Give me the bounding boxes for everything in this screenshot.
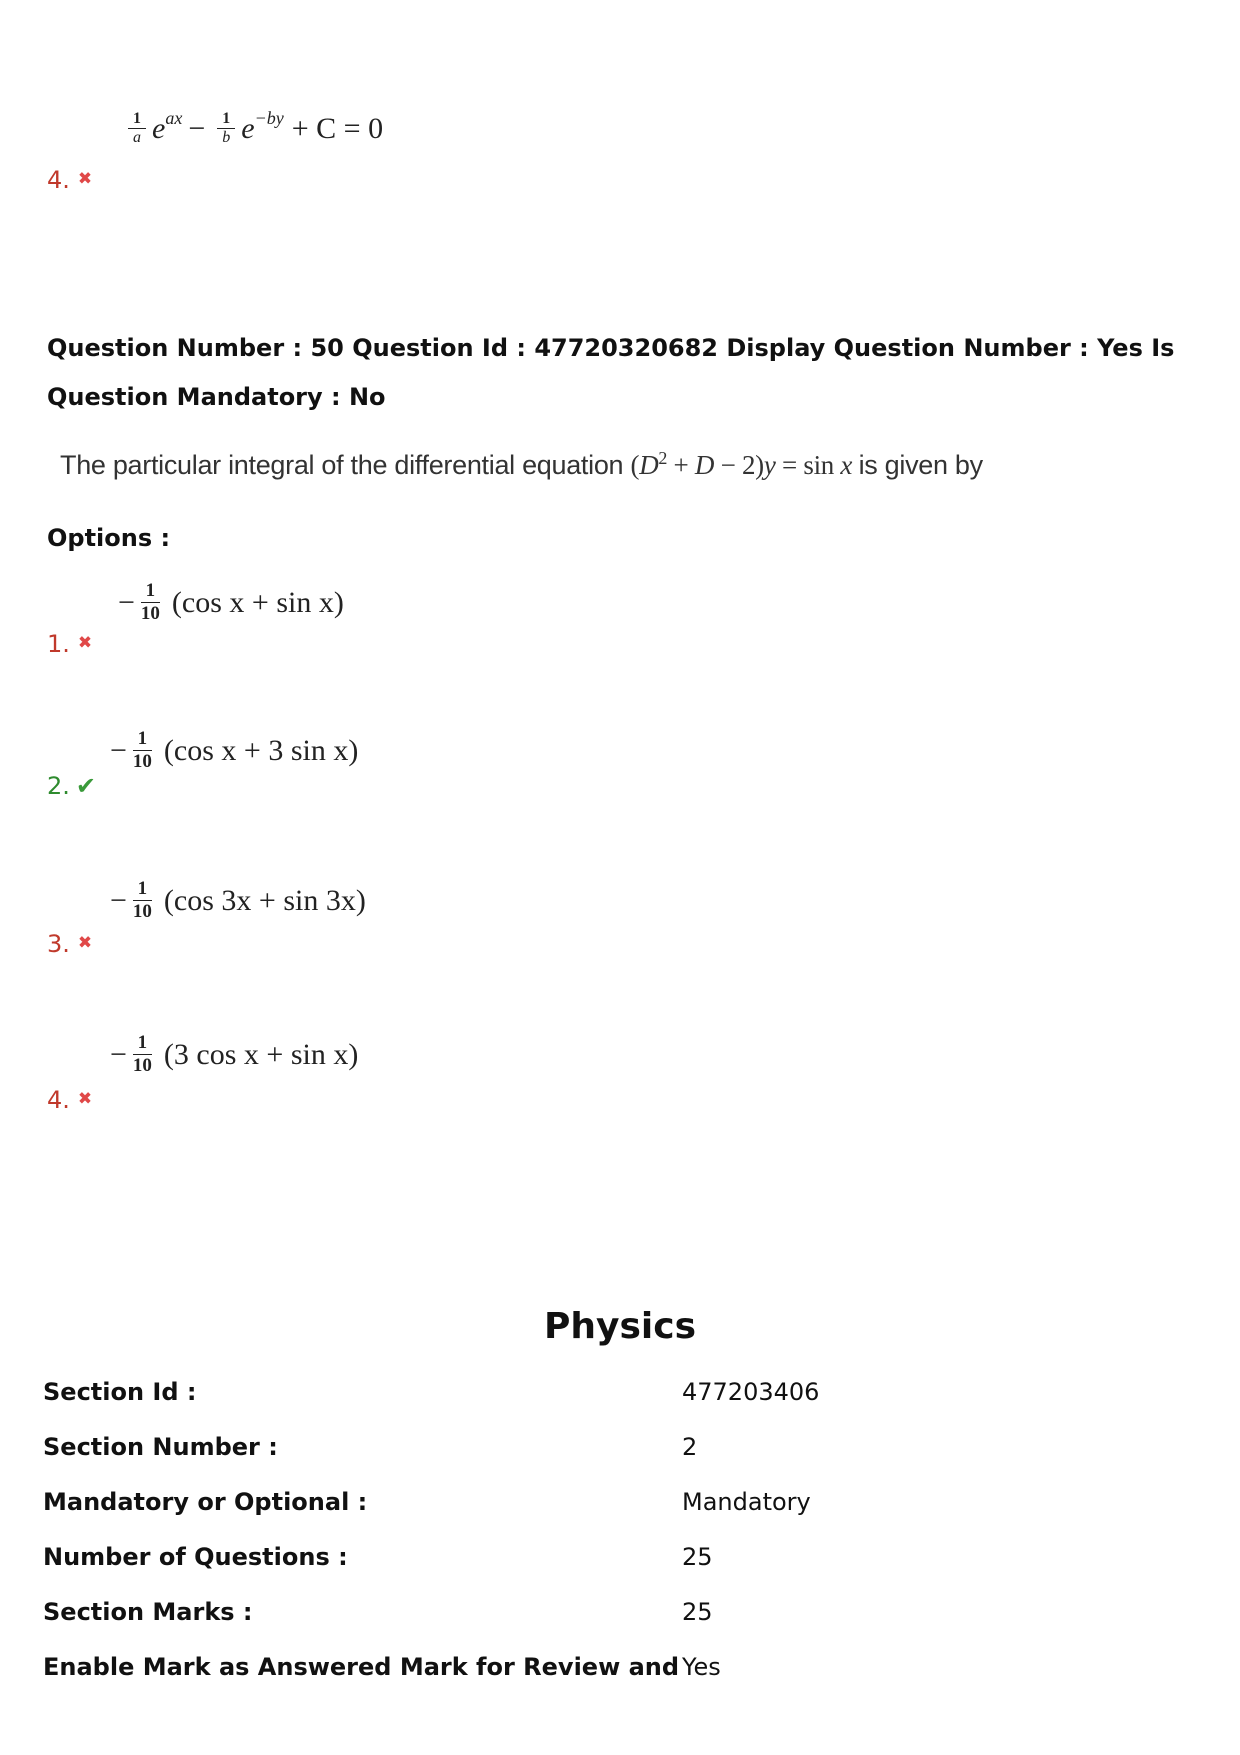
fraction-numerator: 1 (222, 110, 231, 127)
fraction (217, 110, 235, 147)
option-expression: (cos x + sin x) (171, 585, 344, 619)
option-number: 4. (47, 166, 70, 194)
option-1-formula (118, 580, 344, 625)
fraction-numerator: 1 (137, 728, 148, 749)
section-row-label: Enable Mark as Answered Mark for Review and (43, 1653, 680, 1681)
option-expression: (cos 3x + sin 3x) (163, 883, 366, 917)
equation-part: y (763, 450, 776, 480)
section-title: Physics (543, 1306, 696, 1347)
check-mark-icon: ✔ (75, 772, 97, 800)
negative-sign: − (110, 733, 127, 767)
question-equation (630, 450, 858, 480)
fraction (133, 878, 152, 923)
section-row-value: Yes (682, 1653, 721, 1681)
question-meta: Question Number : 50 Question Id : 47720320682 Display Question Number : Yes Is Question Mandatory : No (47, 334, 1175, 411)
negative-sign: − (118, 585, 135, 619)
fraction-denominator: 10 (132, 751, 152, 772)
question-text-suffix: is given by (858, 450, 983, 480)
prev-option-4-formula (122, 110, 383, 147)
negative-sign: − (110, 883, 127, 917)
section-row-value: 25 (682, 1598, 713, 1626)
equation-part: D (639, 450, 659, 480)
fraction-numerator: 1 (137, 1032, 148, 1053)
option-number: 4. (47, 1086, 70, 1114)
term: e (241, 111, 255, 145)
section-row-label: Section Marks : (43, 1598, 253, 1626)
option-4-number[interactable] (47, 1086, 92, 1114)
option-4-formula (110, 1032, 358, 1077)
option-expression: (3 cos x + sin x) (163, 1037, 359, 1071)
section-row-value: 25 (682, 1543, 713, 1571)
equation-part: D (694, 450, 715, 480)
fraction-denominator: a (133, 129, 141, 146)
operator: − (188, 111, 206, 145)
wrong-mark-icon: ✖ (77, 933, 93, 953)
option-number: 3. (47, 930, 70, 958)
prev-option-4-number (47, 166, 92, 194)
section-row-label: Mandatory or Optional : (43, 1488, 368, 1516)
option-2-number[interactable] (47, 772, 96, 800)
fraction (133, 728, 152, 773)
exponent: −by (254, 108, 284, 128)
equation-part: ( (630, 450, 640, 480)
negative-sign: − (110, 1037, 127, 1071)
section-row-label: Number of Questions : (43, 1543, 348, 1571)
term: e (152, 111, 166, 145)
fraction-denominator: 10 (132, 901, 152, 922)
equation-part: + (667, 450, 695, 480)
option-expression: (cos x + 3 sin x) (163, 733, 359, 767)
fraction (133, 1032, 152, 1077)
fraction (128, 110, 146, 147)
exponent: ax (165, 108, 183, 128)
wrong-mark-icon: ✖ (77, 169, 93, 189)
fraction-denominator: 10 (132, 1055, 152, 1076)
section-row-label: Section Id : (43, 1378, 197, 1406)
option-number: 1. (47, 630, 70, 658)
question-text (60, 448, 983, 481)
fraction-denominator: 10 (140, 603, 160, 624)
options-label: Options : (47, 524, 171, 552)
equation-superscript: 2 (658, 448, 668, 468)
fraction-numerator: 1 (145, 580, 156, 601)
fraction-numerator: 1 (137, 878, 148, 899)
question-text-prefix: The particular integral of the differential equation (60, 450, 624, 480)
wrong-mark-icon: ✖ (77, 633, 93, 653)
option-3-number[interactable] (47, 930, 92, 958)
section-row-value: 477203406 (682, 1378, 820, 1406)
fraction (141, 580, 160, 625)
option-1-number[interactable] (47, 630, 92, 658)
equation-part: − 2) (714, 450, 764, 480)
equation-part: x (840, 450, 853, 480)
option-2-formula (110, 728, 358, 773)
fraction-numerator: 1 (133, 110, 141, 127)
wrong-mark-icon: ✖ (77, 1089, 93, 1109)
option-number: 2. (47, 772, 70, 800)
fraction-denominator: b (222, 129, 231, 146)
option-3-formula (110, 878, 366, 923)
section-row-label: Section Number : (43, 1433, 278, 1461)
section-row-value: Mandatory (682, 1488, 811, 1516)
equation-part: = sin (775, 450, 841, 480)
section-row-value: 2 (682, 1433, 698, 1461)
formula-tail: + C = 0 (291, 111, 384, 145)
